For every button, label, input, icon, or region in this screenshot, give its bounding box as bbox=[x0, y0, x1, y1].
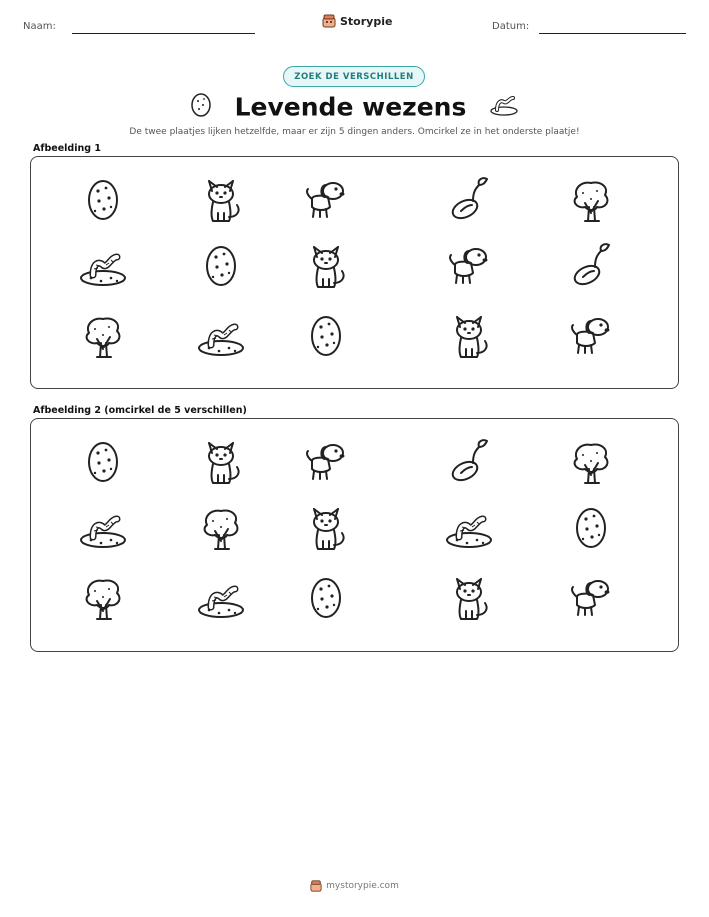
dog-icon bbox=[439, 235, 499, 295]
worm-icon bbox=[73, 235, 133, 295]
seed-icon bbox=[561, 235, 621, 295]
tree-icon[interactable] bbox=[191, 497, 251, 557]
brand-name: Storypie bbox=[340, 14, 393, 28]
storypie-logo-icon bbox=[310, 880, 322, 892]
egg-icon bbox=[191, 235, 251, 295]
dog-icon[interactable] bbox=[561, 567, 621, 627]
cat-icon[interactable] bbox=[439, 567, 499, 627]
dog-icon[interactable] bbox=[296, 431, 356, 491]
egg-icon[interactable] bbox=[296, 567, 356, 627]
seed-icon bbox=[439, 169, 499, 229]
storypie-logo-icon bbox=[322, 14, 336, 28]
dog-icon bbox=[296, 169, 356, 229]
tree-icon bbox=[73, 305, 133, 365]
page-title bbox=[0, 91, 709, 123]
egg-icon[interactable] bbox=[73, 431, 133, 491]
picture-2-label: Afbeelding 2 (omcirkel de 5 verschillen) bbox=[33, 405, 247, 416]
instructions: De twee plaatjes lijken hetzelfde, maar er zijn 5 dingen anders. Omcirkel ze in het onderste plaatje! bbox=[129, 127, 580, 137]
name-field[interactable] bbox=[72, 33, 255, 34]
picture-2-panel[interactable] bbox=[30, 418, 679, 652]
egg-icon bbox=[296, 305, 356, 365]
name-label: Naam: bbox=[23, 21, 56, 32]
egg-icon[interactable] bbox=[561, 497, 621, 557]
page-title-text: Levende wezens bbox=[234, 92, 467, 122]
worm-icon[interactable] bbox=[439, 497, 499, 557]
footer-url[interactable]: mystorypie.com bbox=[326, 881, 399, 891]
date-label: Datum: bbox=[492, 21, 530, 32]
cat-icon[interactable] bbox=[191, 431, 251, 491]
seed-icon[interactable] bbox=[439, 431, 499, 491]
egg-icon bbox=[73, 169, 133, 229]
tree-icon[interactable] bbox=[561, 431, 621, 491]
cat-icon bbox=[296, 235, 356, 295]
activity-badge: ZOEK DE VERSCHILLEN bbox=[283, 66, 425, 87]
brand-logo bbox=[322, 14, 392, 28]
dog-icon bbox=[561, 305, 621, 365]
worm-icon bbox=[489, 92, 519, 122]
date-field[interactable] bbox=[539, 33, 686, 34]
footer bbox=[0, 880, 709, 892]
tree-icon bbox=[561, 169, 621, 229]
worm-icon[interactable] bbox=[73, 497, 133, 557]
cat-icon bbox=[439, 305, 499, 365]
worm-icon bbox=[191, 305, 251, 365]
egg-icon bbox=[190, 91, 212, 123]
picture-1-panel bbox=[30, 156, 679, 389]
cat-icon[interactable] bbox=[296, 497, 356, 557]
tree-icon[interactable] bbox=[73, 567, 133, 627]
cat-icon bbox=[191, 169, 251, 229]
picture-1-label: Afbeelding 1 bbox=[33, 143, 101, 154]
worm-icon[interactable] bbox=[191, 567, 251, 627]
